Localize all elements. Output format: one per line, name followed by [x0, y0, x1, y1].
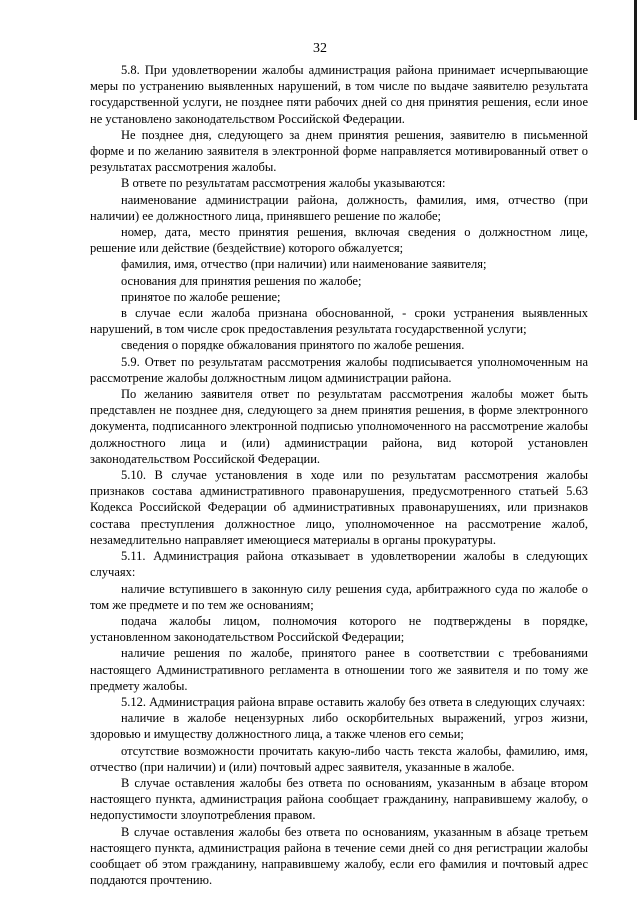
paragraph: в случае если жалоба признана обоснованной, - сроки устранения выявленных нарушений, в том числе срок предоставления результата государственной услуги; — [90, 306, 588, 337]
scan-edge-line — [634, 0, 637, 120]
paragraph: 5.9. Ответ по результатам рассмотрения жалобы подписывается уполномоченным на рассмотрение жалобы должностным лицом администрации района. — [90, 354, 588, 385]
paragraph: В ответе по результатам рассмотрения жалобы указываются: — [121, 176, 446, 191]
paragraph: В случае оставления жалобы без ответа по основаниям, указанным в абзаце третьем настоящего пункта, администрация района в течение семи дней со дня регистрации жалобы сообщает об этом гражданину, направившему жалобу, если его фамилия и почтовый адрес поддаются прочтению. — [90, 824, 588, 888]
paragraph: По желанию заявителя ответ по результатам рассмотрения жалобы может быть представлен не позднее дня, следующего за днем принятия решения, в форме электронного документа, подписанного электронной подписью уполномоченного на рассмотрение жалобы должностного лица и (или) администрации района, вид которой установлен законодательством Российской Федерации. — [90, 387, 588, 466]
paragraph: подача жалобы лицом, полномочия которого не подтверждены в порядке, установленном законодательством Российской Федерации; — [90, 613, 588, 645]
paragraph: наличие решения по жалобе, принятого ранее в соответствии с требованиями настоящего Административного регламента в отношении того же заявителя и по тому же предмету жалобы. — [90, 646, 588, 693]
paragraph: номер, дата, место принятия решения, включая сведения о должностном лице, решение или действие (бездействие) которого обжалуется; — [90, 225, 588, 256]
page-number: 32 — [313, 41, 327, 56]
paragraph: наличие вступившего в законную силу решения суда, арбитражного суда по жалобе о том же предмете и по тем же основаниям; — [90, 581, 588, 612]
paragraph: 5.10. В случае установления в ходе или по результатам рассмотрения жалобы признаков состава административного правонарушения, предусмотренного статьей 5.63 Кодекса Российской Федерации об административных правонарушениях, или признаков состава преступления должностное лицо, уполномоченное на рассмотрение жалоб, незамедлительно направляет имеющиеся материалы в органы прокуратуры. — [90, 468, 588, 547]
document-body — [90, 62, 588, 888]
paragraph: принятое по жалобе решение; — [121, 289, 281, 304]
paragraph: 5.8. При удовлетворении жалобы администрация района принимает исчерпывающие меры по устранению выявленных нарушений, в том числе по выдаче заявителю результата государственной услуги, не позднее пяти рабочих дней со дня принятия решения, если иное не установлено законодательством Российской Федерации. — [90, 63, 588, 126]
paragraph: фамилия, имя, отчество (при наличии) или наименование заявителя; — [121, 257, 487, 272]
paragraph: 5.12. Администрация района вправе оставить жалобу без ответа в следующих случаях: — [121, 694, 586, 709]
paragraph: В случае оставления жалобы без ответа по основаниям, указанным в абзаце втором настоящего пункта, администрация района сообщает гражданину, направившему жалобу, о недопустимости злоупотребления правом. — [90, 775, 588, 823]
paragraph: основания для принятия решения по жалобе; — [121, 273, 362, 288]
paragraph: наличие в жалобе нецензурных либо оскорбительных выражений, угроз жизни, здоровью и имуществу должностного лица, а также членов его семьи; — [90, 711, 588, 742]
paragraph: наименование администрации района, должность, фамилия, имя, отчество (при наличии) ее должностного лица, принявшего решение по жалобе; — [90, 192, 588, 223]
paragraph: отсутствие возможности прочитать какую-либо часть текста жалобы, фамилию, имя, отчество (при наличии) и (или) почтовый адрес заявителя, указанные в жалобе. — [90, 743, 588, 774]
paragraph: сведения о порядке обжалования принятого по жалобе решения. — [121, 338, 465, 353]
paragraph: 5.11. Администрация района отказывает в удовлетворении жалобы в следующих случаях: — [90, 549, 588, 580]
paragraph: Не позднее дня, следующего за днем принятия решения, заявителю в письменной форме и по желанию заявителя в электронной форме направляется мотивированный ответ о результатах рассмотрения жалобы. — [90, 127, 588, 175]
